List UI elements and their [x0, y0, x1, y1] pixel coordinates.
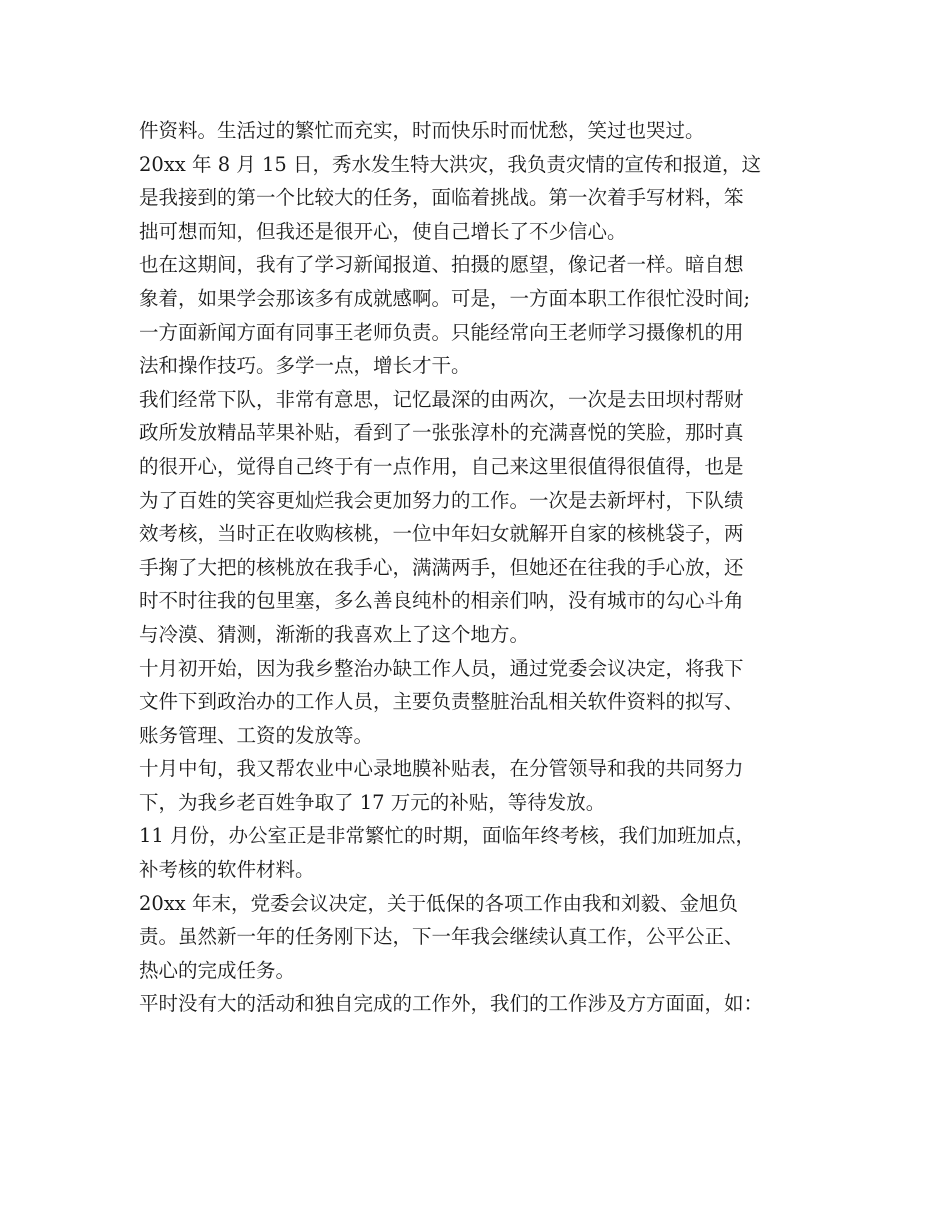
text-line: 象着，如果学会那该多有成就感啊。可是，一方面本职工作很忙没时间;	[139, 286, 751, 310]
text-line: 手掬了大把的核桃放在我手心，满满两手，但她还在往我的手心放，还	[139, 555, 744, 579]
text-line: 20xx 年 8 月 15 日，秀水发生特大洪灾，我负责灾情的宣传和报道，这	[139, 152, 762, 176]
paragraph	[139, 652, 827, 753]
text-line: 是我接到的第一个比较大的任务，面临着挑战。第一次着手写材料，笨	[139, 186, 744, 210]
text-line: 一方面新闻方面有同事王老师负责。只能经常向王老师学习摄像机的用	[139, 320, 744, 344]
paragraph	[139, 383, 827, 652]
text-line: 热心的完成任务。	[139, 958, 296, 982]
paragraph	[139, 148, 827, 249]
text-line: 账务管理、工资的发放等。	[139, 723, 374, 747]
text-line: 为了百姓的笑容更灿烂我会更加努力的工作。一次是去新坪村，下队绩	[139, 488, 744, 512]
paragraph	[139, 987, 827, 1021]
paragraph	[139, 819, 827, 886]
text-line: 文件下到政治办的工作人员，主要负责整脏治乱相关软件资料的拟写、	[139, 690, 744, 714]
text-line: 时不时往我的包里塞，多么善良纯朴的相亲们呐，没有城市的勾心斗角	[139, 589, 744, 613]
paragraph	[139, 752, 827, 819]
document-page	[139, 114, 827, 1021]
paragraph	[139, 248, 827, 382]
text-line: 平时没有大的活动和独自完成的工作外，我们的工作涉及方方面面，如：	[139, 992, 764, 1016]
text-line: 补考核的软件材料。	[139, 858, 315, 882]
text-line: 政所发放精品苹果补贴，看到了一张张淳朴的充满喜悦的笑脸，那时真	[139, 421, 744, 445]
paragraph	[139, 887, 827, 988]
text-line: 件资料。生活过的繁忙而充实，时而快乐时而忧愁，笑过也哭过。	[139, 119, 705, 142]
text-line: 20xx 年末，党委会议决定，关于低保的各项工作由我和刘毅、金旭负	[139, 891, 739, 915]
text-line: 的很开心，觉得自己终于有一点作用，自己来这里很值得很值得，也是	[139, 454, 744, 478]
text-line: 十月初开始，因为我乡整治办缺工作人员，通过党委会议决定，将我下	[139, 656, 744, 680]
text-line: 与冷漠、猜测，渐渐的我喜欢上了这个地方。	[139, 622, 530, 646]
text-line: 下，为我乡老百姓争取了 17 万元的补贴，等待发放。	[139, 790, 606, 814]
text-line: 效考核，当时正在收购核桃，一位中年妇女就解开自家的核桃袋子，两	[139, 522, 744, 546]
paragraph	[139, 114, 827, 148]
text-line: 责。虽然新一年的任务刚下达，下一年我会继续认真工作，公平公正、	[139, 925, 744, 949]
text-line: 也在这期间，我有了学习新闻报道、拍摄的愿望，像记者一样。暗自想	[139, 253, 744, 277]
text-line: 十月中旬，我又帮农业中心录地膜补贴表，在分管领导和我的共同努力	[139, 757, 744, 781]
text-line: 法和操作技巧。多学一点，增长才干。	[139, 354, 471, 378]
text-line: 11 月份，办公室正是非常繁忙的时期，面临年终考核，我们加班加点，	[139, 824, 756, 848]
text-line: 我们经常下队，非常有意思，记忆最深的由两次，一次是去田坝村帮财	[139, 387, 744, 411]
text-line: 拙可想而知，但我还是很开心，使自己增长了不少信心。	[139, 219, 627, 243]
